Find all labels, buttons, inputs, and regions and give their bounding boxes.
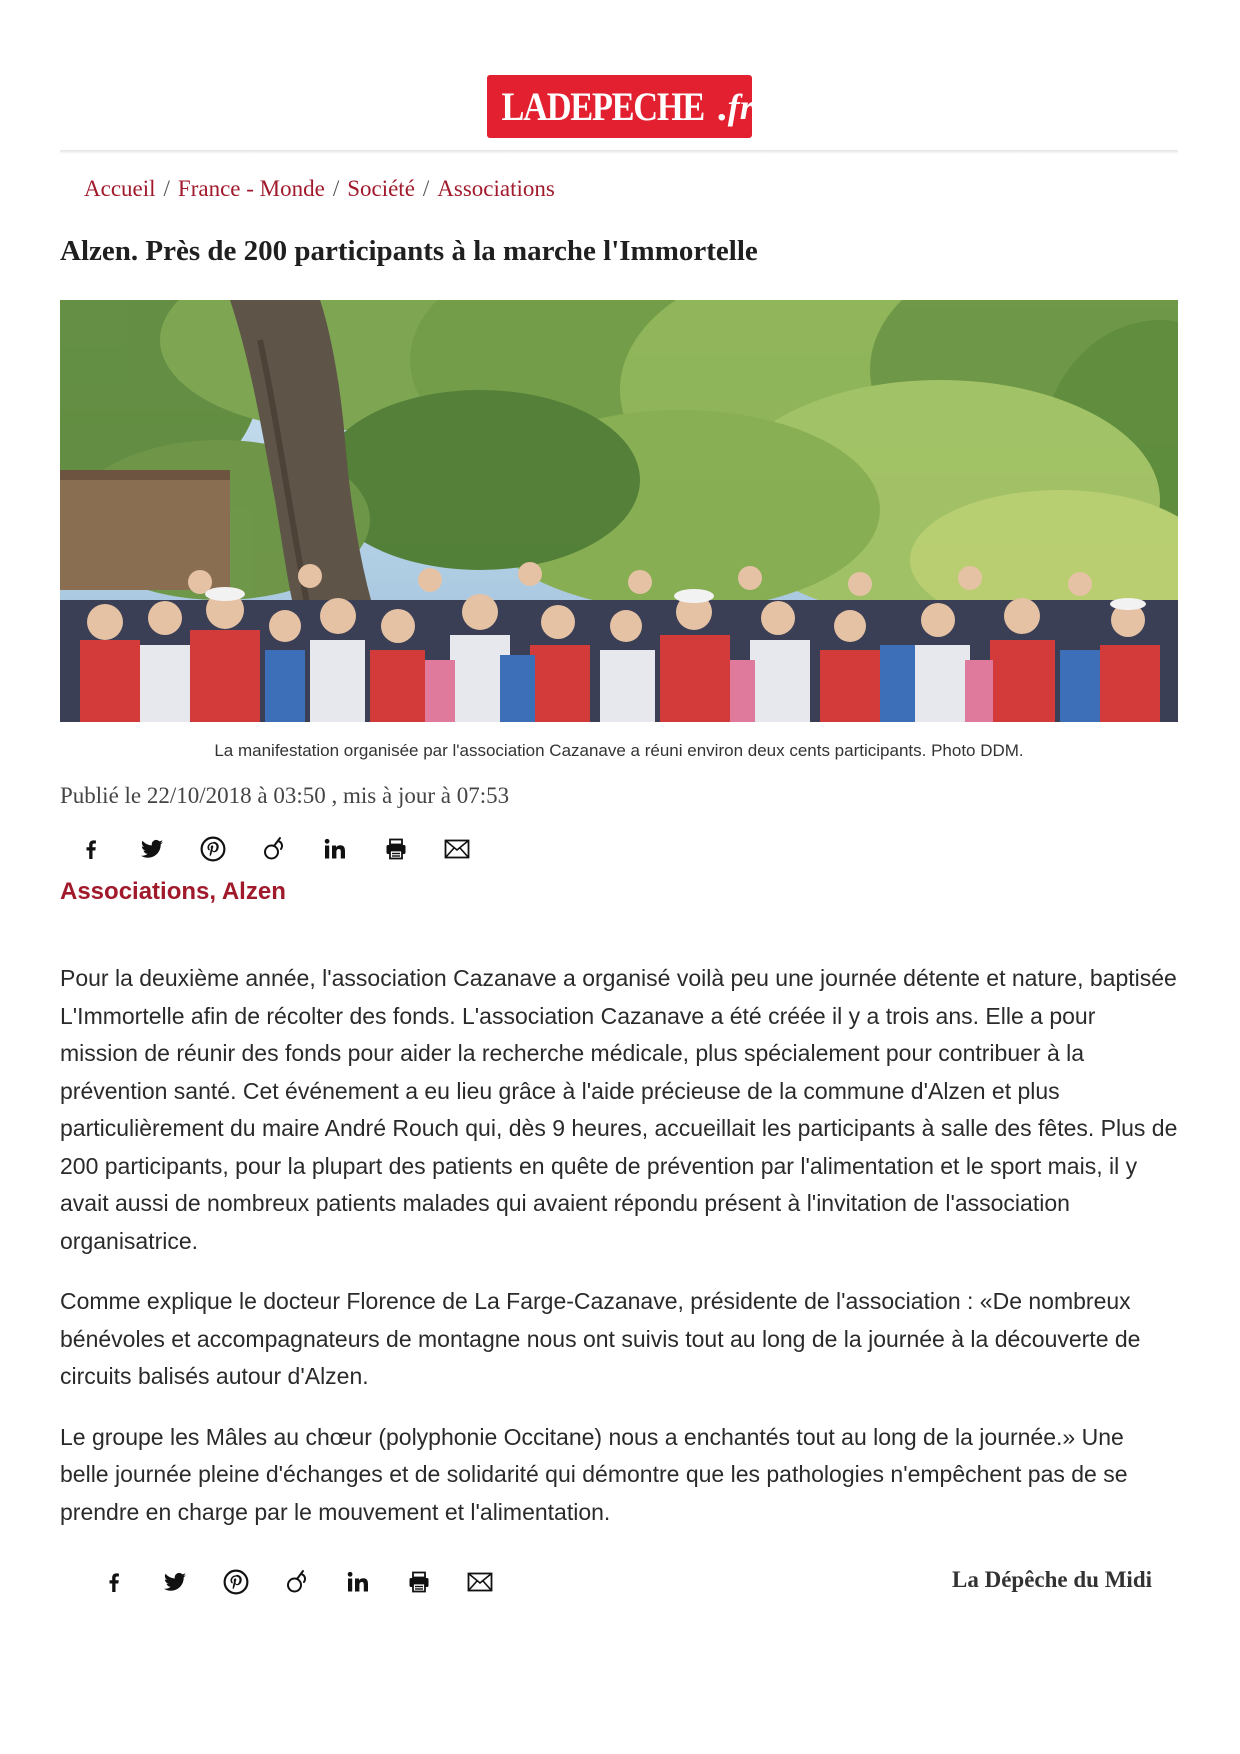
pinterest-share-button[interactable]	[217, 1563, 255, 1601]
logo-dot: .	[716, 84, 727, 129]
facebook-icon	[79, 837, 103, 861]
article-source: La Dépêche du Midi	[952, 1567, 1152, 1592]
twitter-share-button[interactable]	[133, 830, 171, 868]
tag-associations[interactable]: Associations	[60, 878, 210, 905]
breadcrumb-item-france-monde[interactable]: France - Monde	[177, 176, 325, 201]
photo-caption: La manifestation organisée par l'association Cazanave a réuni environ deux cents participants. Photo DDM.	[214, 741, 1024, 760]
article-paragraph: Pour la deuxième année, l'association Cazanave a organisé voilà peu une journée détente et nature, baptisée L'Immortelle afin de récolter des fonds. L'association Cazanave a été créée il y a trois ans. Elle a pour mission de réunir des fonds pour aider la recherche médicale, plus spécialement pour contribuer à la prévention santé. Cet événement a eu lieu grâce à l'aide précieuse de la commune d'Alzen et plus particulièrement du maire André Rouch qui, dès 9 heures, accueillait les participants à salle des fêtes. Plus de 200 participants, pour la plupart des patients en quête de prévention par l'alimentation et le sport mais, il y avait aussi de nombreux patients malades qui avaient répondu présent à l'invitation de l'association organisatrice.	[60, 965, 1178, 1254]
logo-main-text: LADEPECHE	[501, 84, 705, 129]
logo-tld: fr	[727, 86, 754, 127]
pinterest-icon	[200, 836, 226, 862]
email-icon	[444, 838, 470, 860]
facebook-share-button[interactable]	[95, 1563, 133, 1601]
site-logo[interactable]	[487, 75, 752, 138]
breadcrumb-item-accueil[interactable]: Accueil	[84, 176, 156, 201]
tag-alzen[interactable]: Alzen	[221, 878, 286, 905]
publication-date: Publié le 22/10/2018 à 03:50 , mis à jour à 07:53	[60, 783, 510, 808]
print-button[interactable]	[400, 1563, 438, 1601]
viadeo-share-button[interactable]	[278, 1563, 316, 1601]
breadcrumb	[84, 176, 555, 202]
email-share-button[interactable]	[438, 830, 476, 868]
facebook-share-button[interactable]	[72, 830, 110, 868]
linkedin-icon	[323, 837, 347, 861]
tag-separator: ,	[209, 878, 217, 905]
breadcrumb-item-societe[interactable]: Société	[347, 176, 415, 201]
viadeo-share-button[interactable]	[255, 830, 293, 868]
viadeo-icon	[285, 1569, 309, 1595]
linkedin-share-button[interactable]	[339, 1563, 377, 1601]
print-button[interactable]	[377, 830, 415, 868]
site-header	[60, 0, 1178, 154]
twitter-share-button[interactable]	[156, 1563, 194, 1601]
twitter-icon	[162, 1570, 188, 1594]
breadcrumb-separator: /	[163, 176, 170, 201]
email-icon	[467, 1571, 493, 1593]
article-paragraph: Comme explique le docteur Florence de La Farge-Cazanave, présidente de l'association : «De nombreux bénévoles et accompagnateurs de montagne nous ont suivis tout au long de la journée à la découverte de circuits balisés autour d'Alzen.	[60, 1288, 1141, 1389]
facebook-icon	[102, 1570, 126, 1594]
linkedin-share-button[interactable]	[316, 830, 354, 868]
pinterest-share-button[interactable]	[194, 830, 232, 868]
linkedin-icon	[346, 1570, 370, 1594]
pinterest-icon	[223, 1569, 249, 1595]
share-bar-top	[72, 830, 499, 868]
header-divider	[60, 150, 1178, 154]
article-photo	[60, 300, 1178, 722]
group-photo-illustration	[60, 300, 1178, 722]
breadcrumb-separator: /	[422, 176, 430, 201]
breadcrumb-item-associations[interactable]: Associations	[437, 176, 555, 201]
twitter-icon	[139, 837, 165, 861]
article-tags	[60, 878, 286, 906]
article-paragraph: Le groupe les Mâles au chœur (polyphonie Occitane) nous a enchantés tout au long de la journée.» Une belle journée pleine d'échanges et de solidarité qui démontre que les pathologies n'empêchent pas de se prendre en charge par le mouvement et l'alimentation.	[60, 1423, 1128, 1525]
viadeo-icon	[262, 836, 286, 862]
article-body	[60, 960, 1178, 1554]
print-icon	[407, 1570, 431, 1594]
print-icon	[384, 837, 408, 861]
breadcrumb-separator: /	[332, 176, 340, 201]
article-title: Alzen. Près de 200 participants à la marche l'Immortelle	[60, 235, 758, 267]
email-share-button[interactable]	[461, 1563, 499, 1601]
share-bar-bottom	[95, 1563, 522, 1601]
